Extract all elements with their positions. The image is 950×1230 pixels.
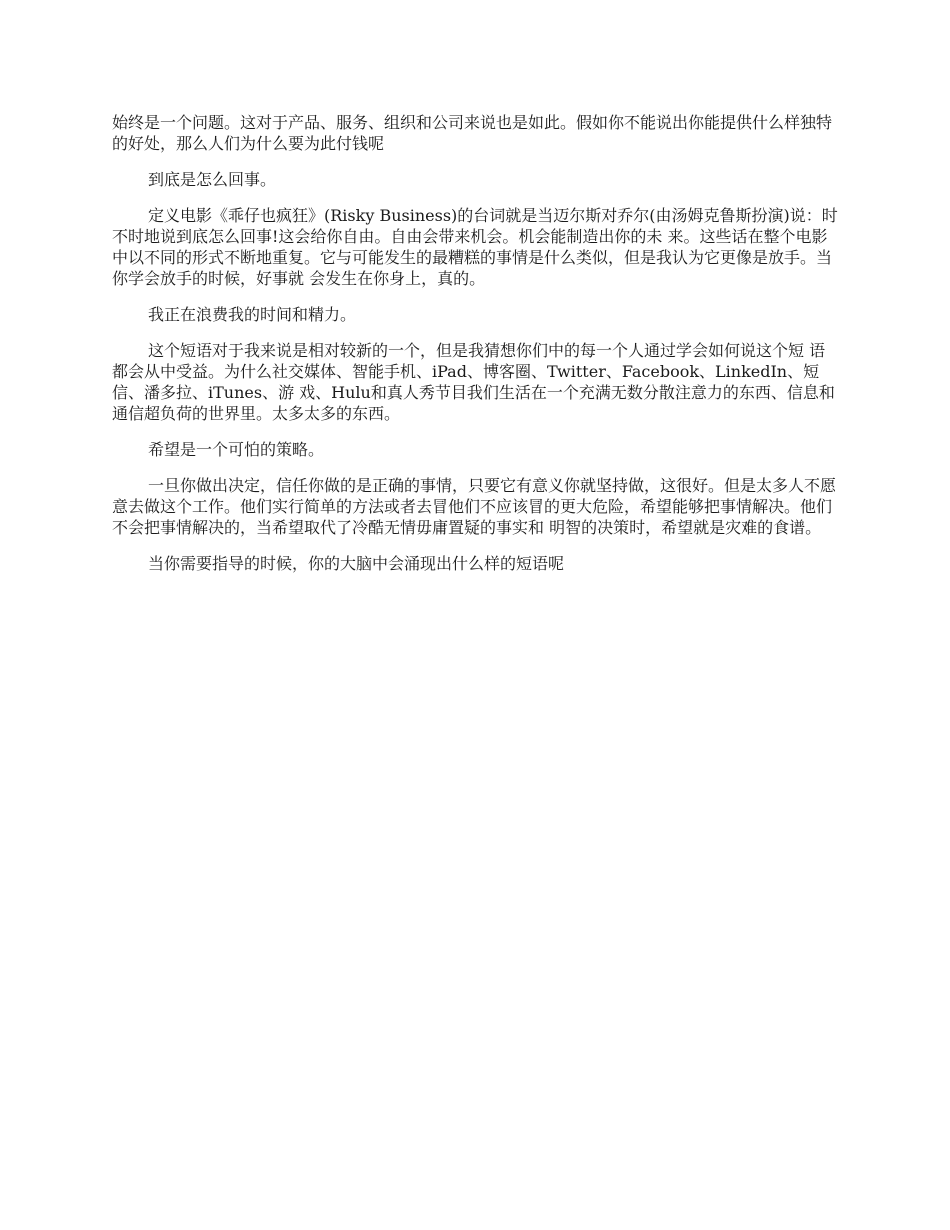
paragraph-7: 一旦你做出决定，信任你做的是正确的事情，只要它有意义你就坚持做，这很好。但是太多人不愿 意去做这个工作。他们实行简单的方法或者去冒他们不应该冒的更大危险，希望能够把事情解决。他们不会把事情解决的，当希望取代了冷酷无情毋庸置疑的事实和 明智的决策时，希望就是灾难的食谱。 <box>112 476 837 537</box>
paragraph-6: 希望是一个可怕的策略。 <box>148 440 325 459</box>
paragraph-4: 我正在浪费我的时间和精力。 <box>148 305 357 324</box>
paragraph-8: 当你需要指导的时候，你的大脑中会涌现出什么样的短语呢 <box>148 554 565 573</box>
document-body <box>112 112 840 589</box>
paragraph-3: 定义电影《乖仔也疯狂》(Risky Business)的台词就是当迈尔斯对乔尔(由汤姆克鲁斯扮演)说：时不时地说到底怎么回事!这会给你自由。自由会带来机会。机会能制造出你的未 来。这些话在整个电影中以不同的形式不断地重复。它与可能发生的最糟糕的事情是什么类似，但是我认为它更像是放手。当你学会放手的时候，好事就 会发生在你身上，真的。 <box>112 206 838 288</box>
paragraph-1: 始终是一个问题。这对于产品、服务、组织和公司来说也是如此。假如你不能说出你能提供什么样独特的好处，那么人们为什么要为此付钱呢 <box>112 113 833 153</box>
paragraph-2: 到底是怎么回事。 <box>148 170 277 189</box>
paragraph-5: 这个短语对于我来说是相对较新的一个，但是我猜想你们中的每一个人通过学会如何说这个短 语都会从中受益。为什么社交媒体、智能手机、iPad、博客圈、Twitter、Facebook、LinkedIn、短信、潘多拉、iTunes、游 戏、Hulu和真人秀节目我们生活在一个充满无数分散注意力的东西、信息和通信超负荷的世界里。太多太多的东西。 <box>112 341 835 423</box>
